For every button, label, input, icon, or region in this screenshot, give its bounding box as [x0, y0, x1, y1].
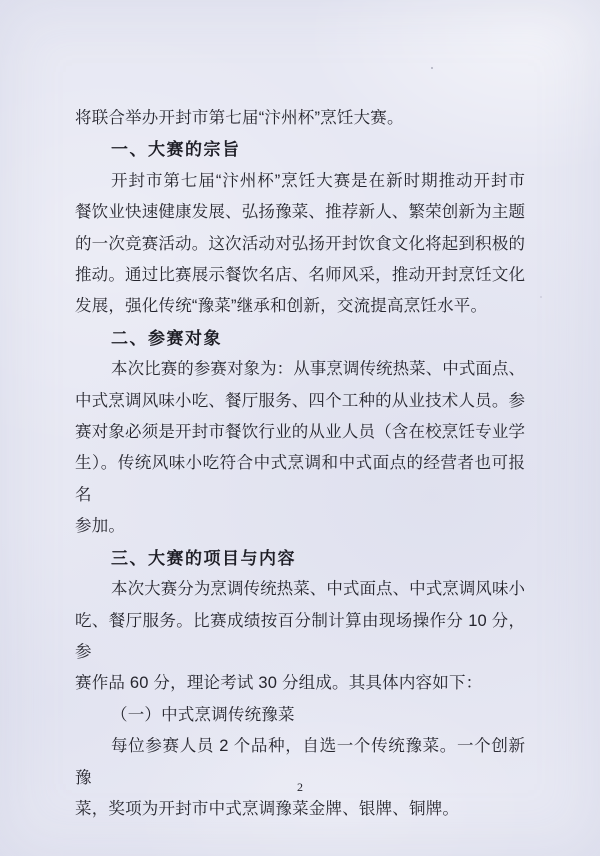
document-text-line: 中式烹调风味小吃、餐厅服务、四个工种的从业技术人员。参 — [75, 391, 525, 410]
document-text-line: 本次大赛分为烹调传统热菜、中式面点、中式烹调风味小 — [111, 580, 525, 599]
document-text-line: （一）中式烹调传统豫菜 — [111, 705, 295, 724]
paper-speck — [431, 67, 433, 69]
document-text-line: 赛作品 60 分，理论考试 30 分组成。其具体内容如下： — [75, 674, 483, 693]
document-text-line: 生）。传统风味小吃符合中式烹调和中式面点的经营者也可报名 — [75, 454, 525, 504]
paper-speck — [540, 296, 542, 298]
document-text-line: 吃、餐厅服务。比赛成绩按百分制计算由现场操作分 10 分，参 — [75, 611, 525, 661]
document-text-line: 将联合举办开封市第七届“汴州杯”烹饪大赛。 — [75, 109, 404, 127]
document-text-line: 菜，奖项为开封市中式烹调豫菜金牌、银牌、铜牌。 — [75, 799, 460, 818]
section-heading: 一、大赛的宗旨 — [111, 140, 241, 160]
document-text-line: 的一次竞赛活动。这次活动对弘扬开封饮食文化将起到积极的 — [75, 234, 525, 253]
page-number: 2 — [297, 780, 303, 794]
document-text-line: 每位参赛人员 2 个品种，自选一个传统豫菜。一个创新豫 — [75, 737, 525, 787]
document-text-line: 餐饮业快速健康发展、弘扬豫菜、推荐新人、繁荣创新为主题 — [75, 203, 525, 222]
section-heading: 三、大赛的项目与内容 — [111, 548, 296, 568]
document-text-line: 开封市第七届“汴州杯”烹饪大赛是在新时期推动开封市 — [111, 171, 525, 190]
document-text-line: 参加。 — [75, 517, 126, 536]
document-text-line: 本次比赛的参赛对象为：从事烹调传统热菜、中式面点、 — [111, 360, 525, 379]
document-text-line: 发展，强化传统“豫菜”继承和创新，交流提高烹饪水平。 — [75, 297, 488, 316]
document-text-line: 推动。通过比赛展示餐饮名店、名师风采，推动开封烹饪文化 — [75, 266, 525, 285]
section-heading: 二、参赛对象 — [111, 328, 222, 348]
document-body — [75, 103, 525, 825]
document-text-line: 赛对象必须是开封市餐饮行业的从业人员（含在校烹饪专业学 — [75, 423, 525, 442]
